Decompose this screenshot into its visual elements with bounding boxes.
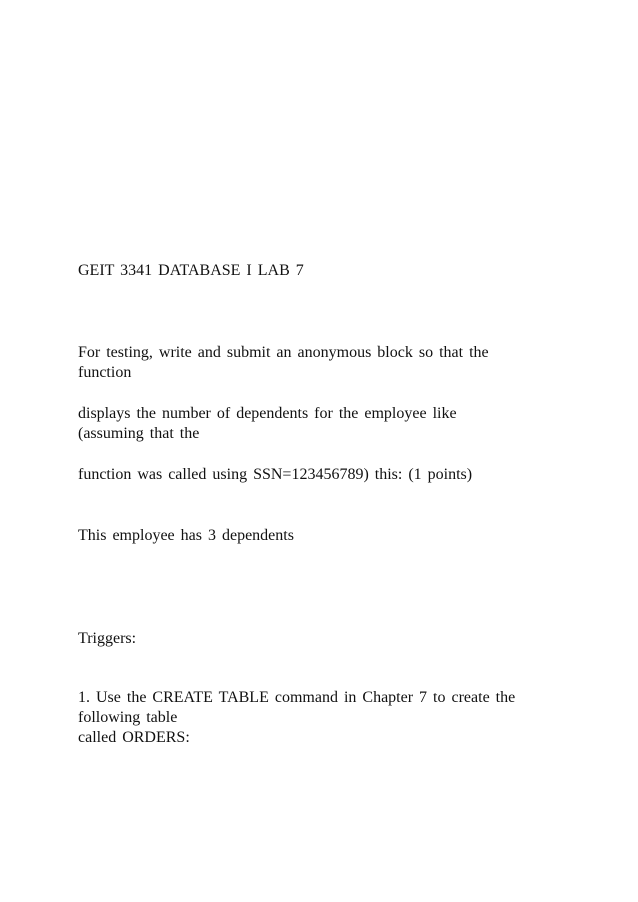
example-output: This employee has 3 dependents: [78, 527, 294, 544]
paragraph-2-line-2: (assuming that the: [78, 425, 200, 442]
paragraph-1-line-1: For testing, write and submit an anonymous block so that the: [78, 344, 489, 361]
paragraph-2-line-1: displays the number of dependents for the employee like: [78, 405, 457, 422]
document-title: GEIT 3341 DATABASE I LAB 7: [78, 262, 304, 279]
paragraph-3: function was called using SSN=123456789) this: (1 points): [78, 466, 473, 483]
list-item-1-line-2: following table: [78, 709, 178, 726]
list-item-1-line-3: called ORDERS:: [78, 729, 190, 746]
section-heading: Triggers:: [78, 630, 137, 647]
list-item-1-line-1: 1. Use the CREATE TABLE command in Chapter 7 to create the: [78, 689, 516, 706]
paragraph-1-line-2: function: [78, 364, 132, 381]
